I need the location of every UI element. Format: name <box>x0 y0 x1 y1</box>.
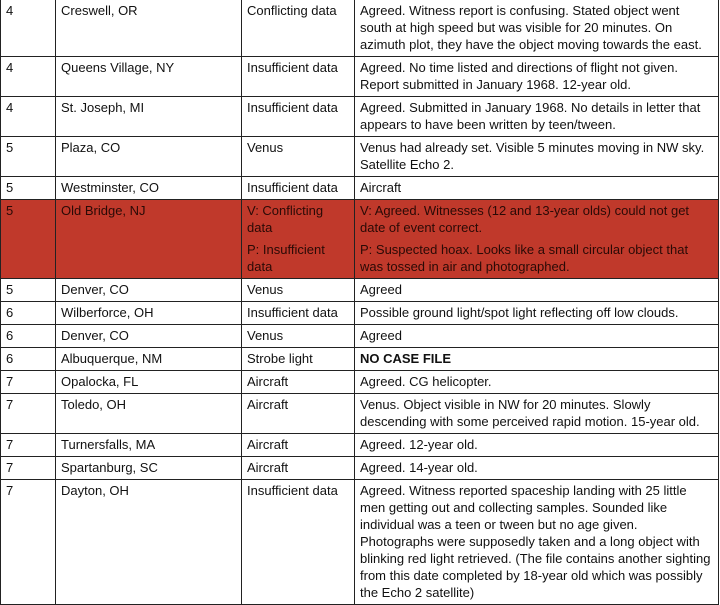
evaluation-cell <box>242 302 355 325</box>
table-row <box>1 394 719 434</box>
comments-cell <box>355 97 719 137</box>
evaluation-text: Insufficient data <box>247 305 338 320</box>
evaluation-cell <box>242 137 355 177</box>
comments-cell <box>355 177 719 200</box>
location-cell: Queens Village, NY <box>56 57 242 97</box>
comment-text: Venus. Object visible in NW for 20 minutes. Slowly descending with some perceived rapid motion. 15-year old. <box>360 397 700 429</box>
evaluation-cell <box>242 0 355 57</box>
comment-text: Agreed. Submitted in January 1968. No details in letter that appears to have been written by teen/tween. <box>360 100 701 132</box>
location-cell: Albuquerque, NM <box>56 348 242 371</box>
evaluation-text: Venus <box>247 140 284 155</box>
table-row <box>1 480 719 605</box>
comment-text: Agreed. CG helicopter. <box>360 374 492 389</box>
comment-text: Agreed <box>360 282 402 297</box>
comments-cell <box>355 371 719 394</box>
sightings-table-body <box>1 0 719 605</box>
comments-cell <box>355 200 719 279</box>
day-cell: 5 <box>1 177 56 200</box>
evaluation-cell <box>242 325 355 348</box>
comment-text: Aircraft <box>360 180 402 195</box>
evaluation-cell <box>242 434 355 457</box>
comment-text: NO CASE FILE <box>360 351 452 366</box>
table-row <box>1 0 719 57</box>
evaluation-text: Insufficient data <box>247 483 338 498</box>
comment-text: Agreed. No time listed and directions of flight not given. Report submitted in January 1968. 12-year old. <box>360 60 678 92</box>
day-cell: 7 <box>1 457 56 480</box>
comment-text: V: Agreed. Witnesses (12 and 13-year olds) could not get date of event correct. <box>360 203 690 235</box>
comments-cell <box>355 434 719 457</box>
table-row <box>1 177 719 200</box>
evaluation-text: Aircraft <box>247 374 289 389</box>
evaluation-text: Conflicting data <box>247 3 337 18</box>
table-row <box>1 457 719 480</box>
evaluation-cell <box>242 200 355 279</box>
comment-text: P: Suspected hoax. Looks like a small circular object that was tossed in air and photographed. <box>360 242 689 274</box>
day-cell: 7 <box>1 394 56 434</box>
evaluation-cell <box>242 97 355 137</box>
evaluation-text: Insufficient data <box>247 60 338 75</box>
day-cell: 4 <box>1 57 56 97</box>
evaluation-text: Insufficient data <box>247 180 338 195</box>
evaluation-cell <box>242 480 355 605</box>
location-cell: Spartanburg, SC <box>56 457 242 480</box>
comments-cell <box>355 348 719 371</box>
location-cell: St. Joseph, MI <box>56 97 242 137</box>
evaluation-cell <box>242 457 355 480</box>
evaluation-text: Aircraft <box>247 437 289 452</box>
location-cell: Dayton, OH <box>56 480 242 605</box>
day-cell: 5 <box>1 200 56 279</box>
comment-text: Agreed. Witness report is confusing. Stated object went south at high speed but was visible for 20 minutes. On azimuth plot, they have the object moving towards the east. <box>360 3 702 52</box>
comment-text: Agreed. Witness reported spaceship landing with 25 little men getting out and collecting samples. Sounded like individual was a teen or tween but no age given. Photographs were supposedly taken and a long object with blinking red light retrieved. (The file contains another sighting from this date completed by 18-year old which was possibly the Echo 2 satellite) <box>360 483 711 600</box>
location-cell: Wilberforce, OH <box>56 302 242 325</box>
comment-text: Agreed <box>360 328 402 343</box>
evaluation-text: Venus <box>247 282 284 297</box>
day-cell: 4 <box>1 0 56 57</box>
day-cell: 6 <box>1 325 56 348</box>
comments-cell <box>355 457 719 480</box>
comment-text: Agreed. 14-year old. <box>360 460 478 475</box>
table-row <box>1 97 719 137</box>
location-cell: Turnersfalls, MA <box>56 434 242 457</box>
location-cell: Denver, CO <box>56 279 242 302</box>
evaluation-cell <box>242 371 355 394</box>
day-cell: 5 <box>1 279 56 302</box>
table-row <box>1 434 719 457</box>
table-row <box>1 348 719 371</box>
day-cell: 7 <box>1 434 56 457</box>
comments-cell <box>355 57 719 97</box>
day-cell: 7 <box>1 371 56 394</box>
table-row <box>1 279 719 302</box>
evaluation-text: Insufficient data <box>247 100 338 115</box>
evaluation-cell <box>242 57 355 97</box>
location-cell: Opalocka, FL <box>56 371 242 394</box>
comments-cell <box>355 302 719 325</box>
table-row <box>1 57 719 97</box>
table-row <box>1 325 719 348</box>
evaluation-text: Strobe light <box>247 351 313 366</box>
evaluation-cell <box>242 177 355 200</box>
location-cell: Westminster, CO <box>56 177 242 200</box>
evaluation-cell <box>242 279 355 302</box>
comments-cell <box>355 137 719 177</box>
evaluation-text: P: Insufficient data <box>247 242 325 274</box>
evaluation-cell <box>242 394 355 434</box>
day-cell: 6 <box>1 302 56 325</box>
comments-cell <box>355 480 719 605</box>
day-cell: 7 <box>1 480 56 605</box>
day-cell: 5 <box>1 137 56 177</box>
table-row <box>1 371 719 394</box>
evaluation-cell <box>242 348 355 371</box>
evaluation-text: Aircraft <box>247 397 289 412</box>
comments-cell <box>355 279 719 302</box>
location-cell: Plaza, CO <box>56 137 242 177</box>
comments-cell <box>355 394 719 434</box>
location-cell: Denver, CO <box>56 325 242 348</box>
day-cell: 6 <box>1 348 56 371</box>
table-row <box>1 200 719 279</box>
location-cell: Old Bridge, NJ <box>56 200 242 279</box>
comment-text: Possible ground light/spot light reflecting off low clouds. <box>360 305 679 320</box>
comment-text: Venus had already set. Visible 5 minutes moving in NW sky. Satellite Echo 2. <box>360 140 705 172</box>
location-cell: Creswell, OR <box>56 0 242 57</box>
comments-cell <box>355 0 719 57</box>
table-row <box>1 137 719 177</box>
evaluation-text: V: Conflicting data <box>247 203 324 235</box>
day-cell: 4 <box>1 97 56 137</box>
comment-text: Agreed. 12-year old. <box>360 437 478 452</box>
table-row <box>1 302 719 325</box>
evaluation-text: Venus <box>247 328 284 343</box>
evaluation-text: Aircraft <box>247 460 289 475</box>
comments-cell <box>355 325 719 348</box>
location-cell: Toledo, OH <box>56 394 242 434</box>
